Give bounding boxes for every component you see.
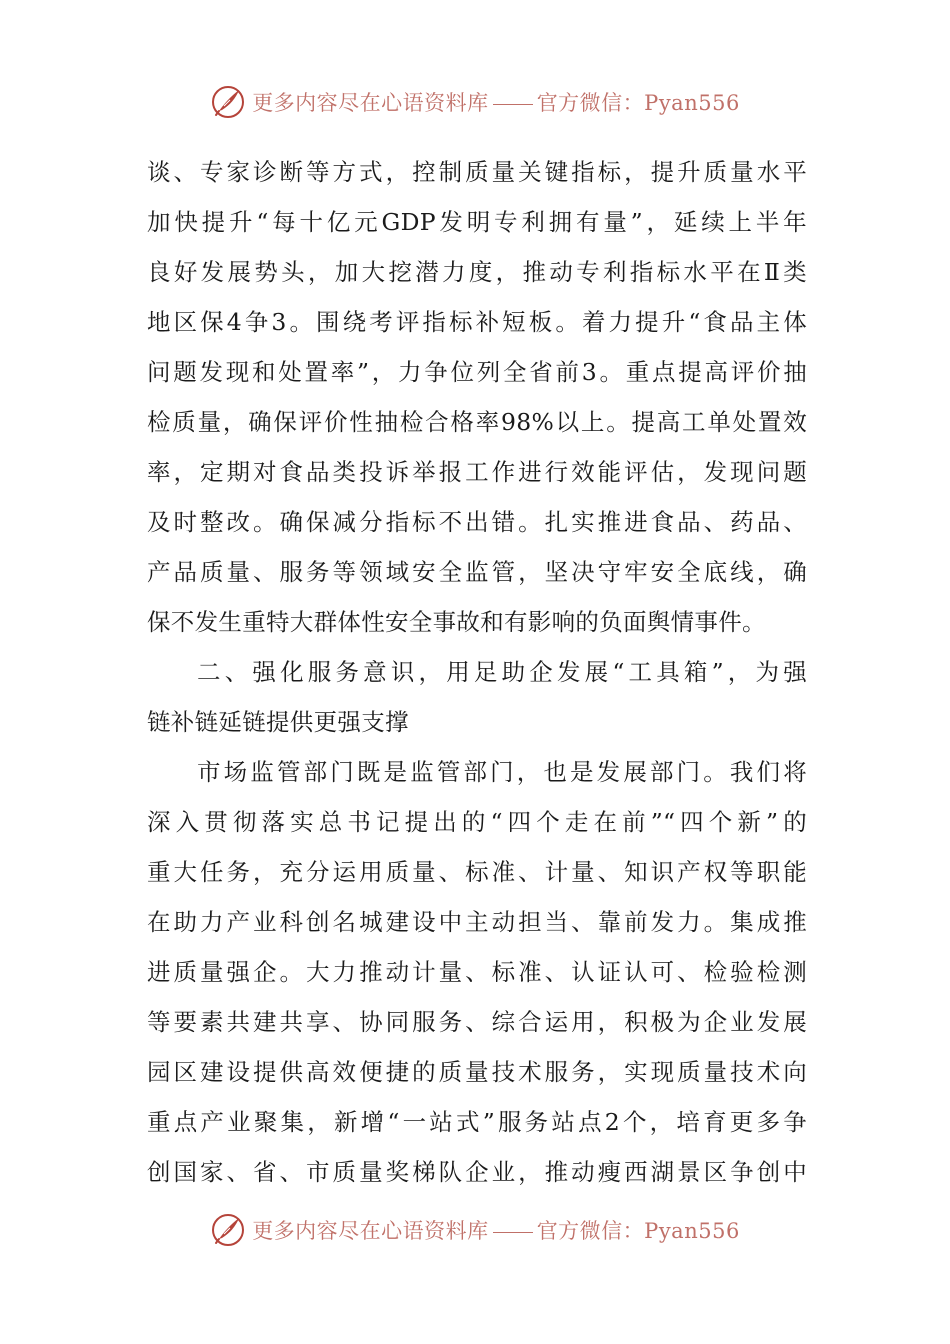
footer-watermark-banner (0, 1208, 950, 1252)
text-line: 市场监管部门既是监管部门，也是发展部门。我们将 (197, 758, 807, 786)
text-line: 重大任务，充分运用质量、标准、计量、知识产权等职能 (147, 858, 807, 886)
text-line: 问题发现和处置率”，力争位列全省前3。重点提高评价抽 (147, 358, 807, 386)
quill-logo-icon (210, 1212, 246, 1248)
watermark-text: 更多内容尽在心语资料库 官方微信：Pyan556 (252, 91, 740, 115)
text-line: 良好发展势头，加大挖潜力度，推动专利指标水平在Ⅱ类 (147, 258, 807, 286)
text-line: 产品质量、服务等领域安全监管，坚决守牢安全底线，确 (147, 558, 807, 586)
text-line: 率，定期对食品类投诉举报工作进行效能评估，发现问题 (147, 458, 807, 486)
section-heading-line: 链补链延链提供更强支撑 (147, 708, 409, 736)
text-line: 在助力产业科创名城建设中主动担当、靠前发力。集成推 (147, 908, 807, 936)
text-line: 加快提升“每十亿元GDP发明专利拥有量”，延续上半年 (147, 208, 807, 236)
header-watermark-banner (0, 80, 950, 124)
document-body (147, 147, 807, 1197)
text-line: 地区保4争3。围绕考评指标补短板。着力提升“食品主体 (147, 308, 807, 336)
text-line: 等要素共建共享、协同服务、综合运用，积极为企业发展 (147, 1008, 807, 1036)
text-line: 园区建设提供高效便捷的质量技术服务，实现质量技术向 (147, 1058, 807, 1086)
watermark-text: 更多内容尽在心语资料库 官方微信：Pyan556 (252, 1219, 740, 1243)
section-heading-line: 二、强化服务意识，用足助企发展“工具箱”，为强 (197, 658, 807, 686)
text-line: 进质量强企。大力推动计量、标准、认证认可、检验检测 (147, 958, 807, 986)
text-line: 创国家、省、市质量奖梯队企业，推动瘦西湖景区争创中 (147, 1158, 807, 1186)
text-line: 重点产业聚集，新增“一站式”服务站点2个，培育更多争 (147, 1108, 807, 1136)
text-line: 谈、专家诊断等方式，控制质量关键指标，提升质量水平 (147, 158, 807, 186)
text-line: 保不发生重特大群体性安全事故和有影响的负面舆情事件。 (147, 608, 766, 636)
text-line: 深入贯彻落实总书记提出的“四个走在前”“四个新”的 (147, 808, 807, 836)
quill-logo-icon (210, 84, 246, 120)
text-line: 检质量，确保评价性抽检合格率98%以上。提高工单处置效 (147, 408, 807, 436)
text-line: 及时整改。确保减分指标不出错。扎实推进食品、药品、 (147, 508, 807, 536)
